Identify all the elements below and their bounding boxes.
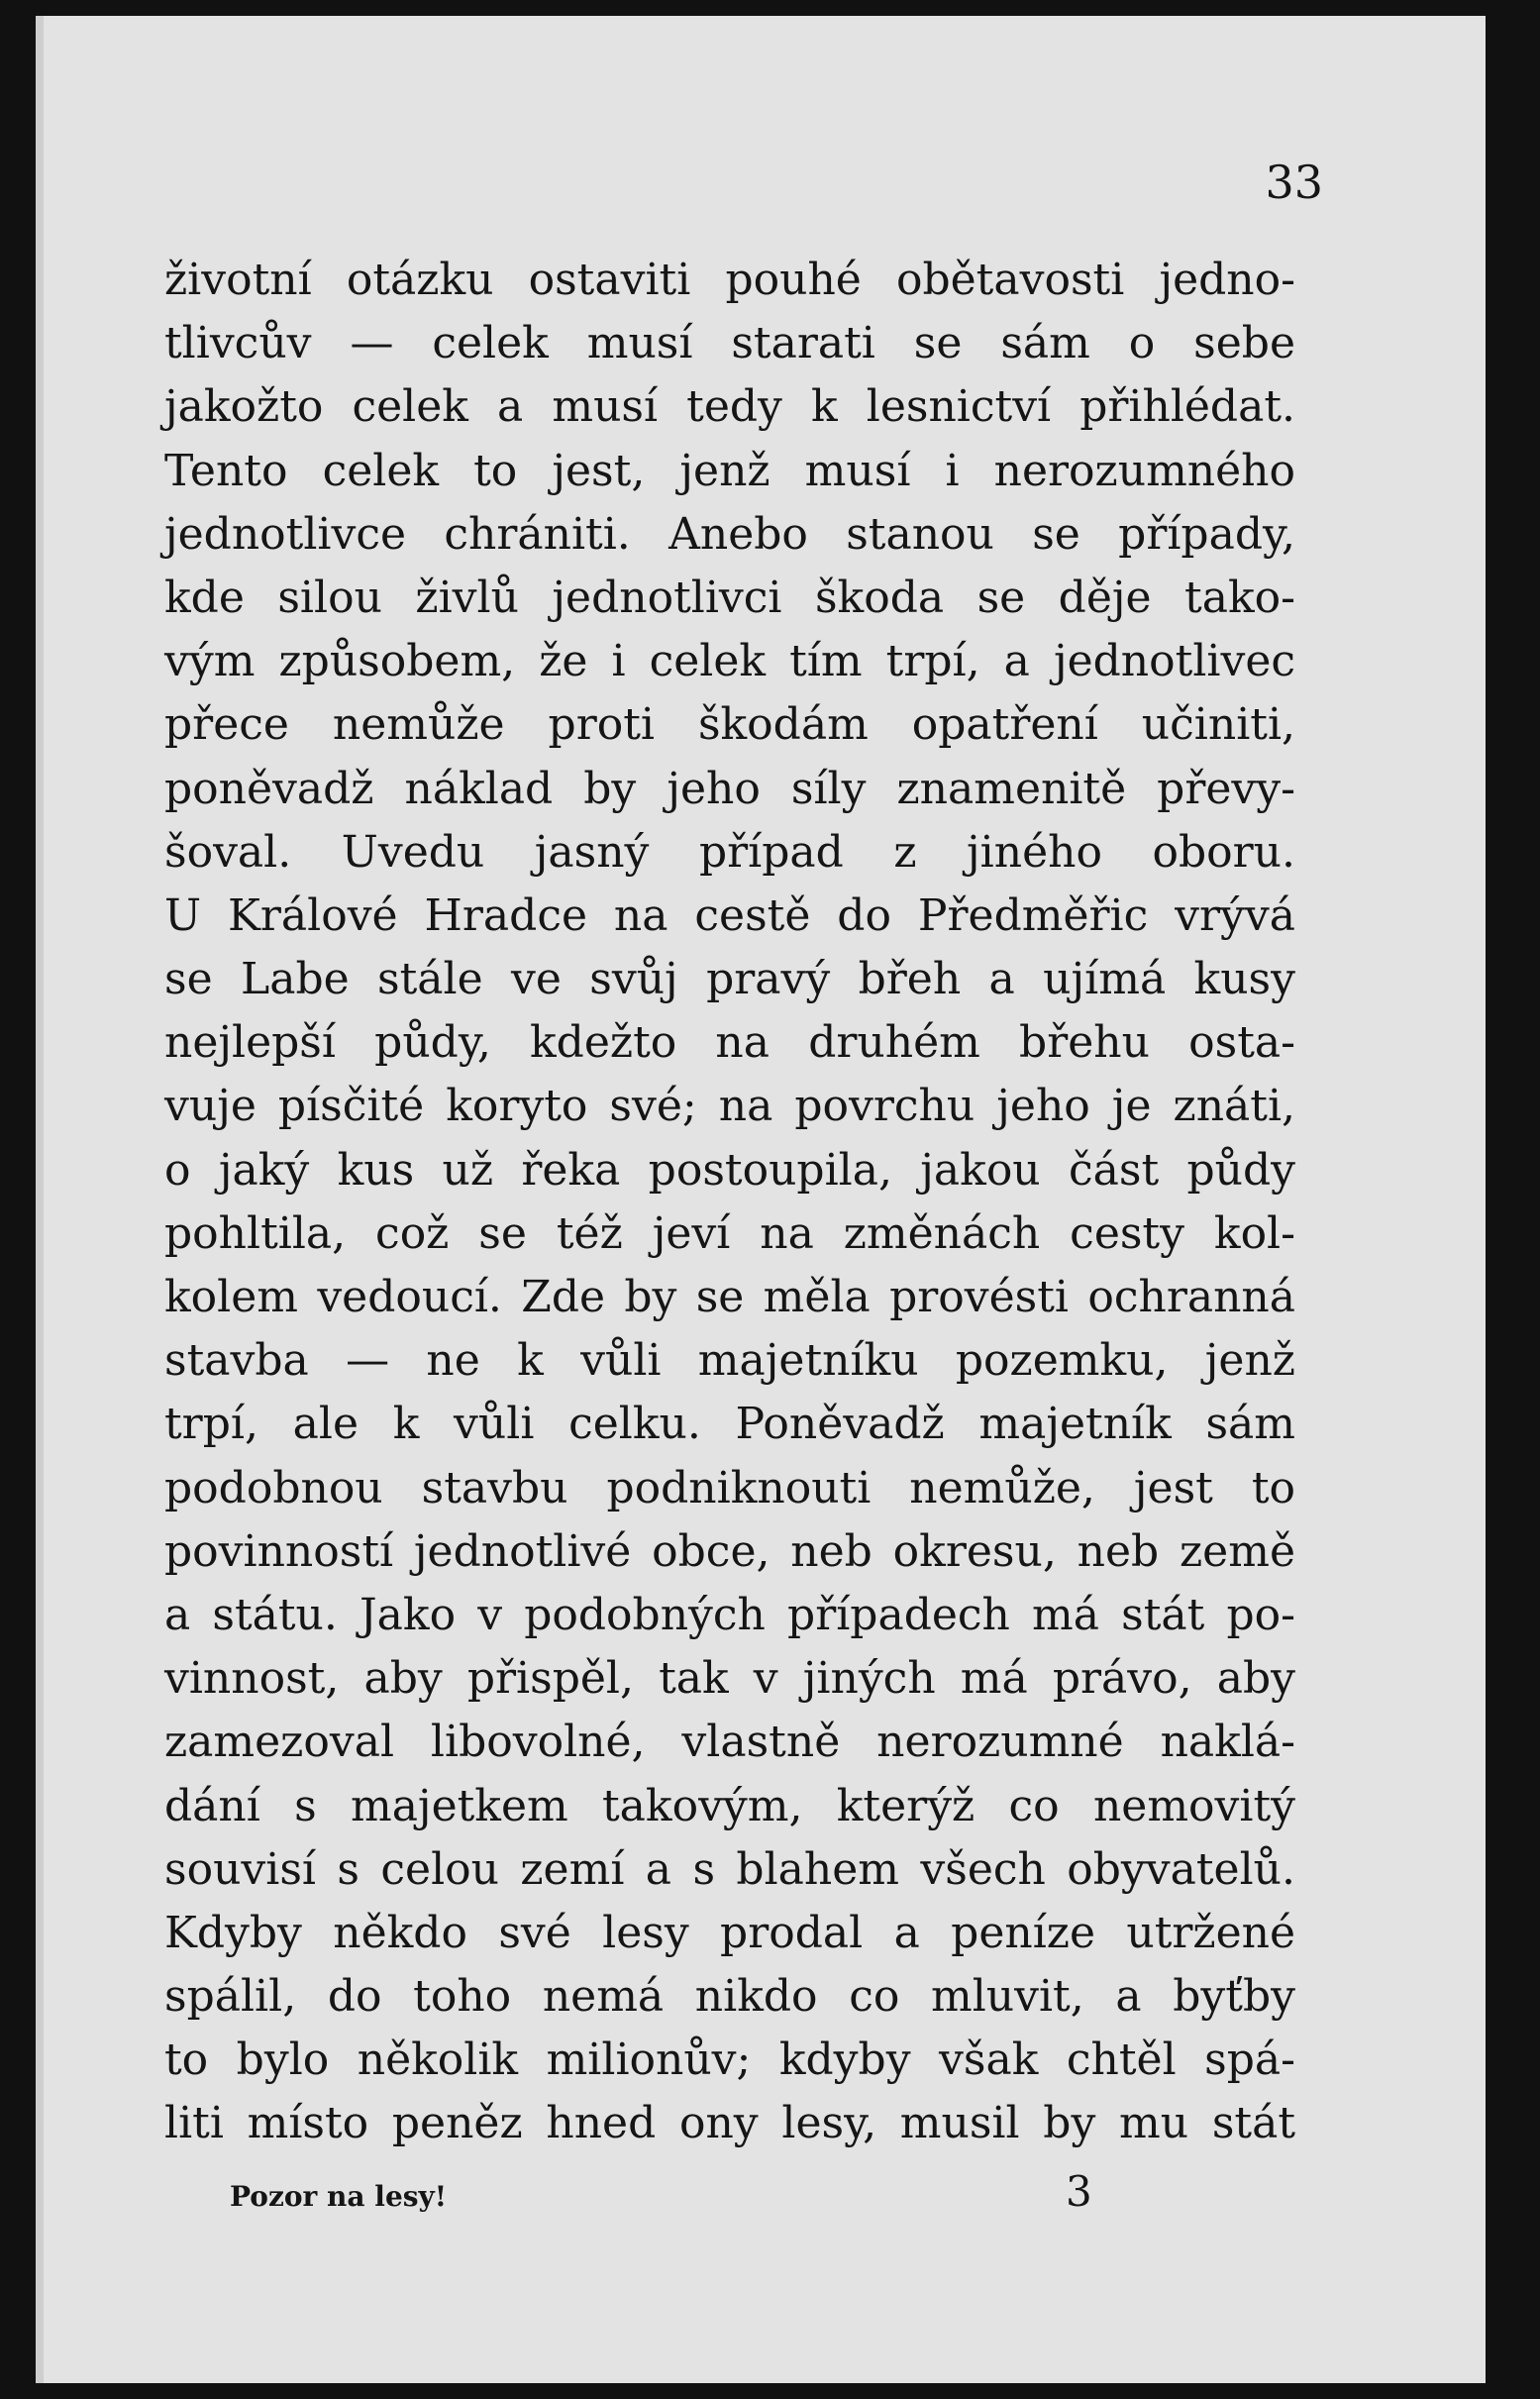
text-line: životní otázku ostaviti pouhé obětavosti jedno- <box>164 255 1295 305</box>
text-line: stavba — ne k vůli majetníku pozemku, jenž <box>164 1335 1295 1387</box>
footer-title: Pozor na lesy! <box>230 2180 448 2213</box>
text-line: vým způsobem, že i celek tím trpí, a jednotlivec <box>164 636 1295 687</box>
text-line: šoval. Uvedu jasný případ z jiného oboru. <box>164 826 1295 878</box>
text-line: tlivcův — celek musí starati se sám o sebe <box>164 318 1295 369</box>
text-line: dání s majetkem takovým, kterýž co nemovitý <box>164 1780 1295 1831</box>
text-line: Tento celek to jest, jenž musí i nerozumného <box>164 445 1295 496</box>
text-line: kolem vedoucí. Zde by se měla provésti ochranná <box>164 1272 1295 1322</box>
signature-mark: 3 <box>1066 2167 1092 2216</box>
text-line: souvisí s celou zemí a s blahem všech obyvatelů. <box>164 1843 1295 1895</box>
text-line: trpí, ale k vůli celku. Poněvadž majetník sám <box>164 1399 1295 1450</box>
text-line: kde silou živlů jednotlivci škoda se děje tako- <box>164 572 1295 623</box>
text-line: vinnost, aby přispěl, tak v jiných má právo, aby <box>164 1653 1295 1705</box>
text-line: jakožto celek a musí tedy k lesnictví přihlédat. <box>164 381 1295 433</box>
body-text <box>164 249 1295 2156</box>
text-line: o jaký kus už řeka postoupila, jakou část půdy <box>164 1144 1295 1196</box>
text-line: poněvadž náklad by jeho síly znamenitě převy- <box>164 763 1295 814</box>
text-line: U Králové Hradce na cestě do Předměřic vrývá <box>164 889 1295 941</box>
text-line: nejlepší půdy, kdežto na druhém břehu osta- <box>164 1017 1295 1069</box>
text-line: liti místo peněz hned ony lesy, musil by mu stát <box>164 2098 1295 2149</box>
text-line: přece nemůže proti škodám opatření učiniti, <box>164 699 1295 751</box>
text-line: a státu. Jako v podobných případech má stát po- <box>164 1589 1295 1640</box>
text-line: pohltila, což se též jeví na změnách cesty kol- <box>164 1207 1295 1259</box>
book-page <box>36 16 1486 2383</box>
text-line: to bylo několik milionův; kdyby však chtěl spá- <box>164 2034 1295 2086</box>
text-line: povinností jednotlivé obce, neb okresu, neb země <box>164 1525 1295 1577</box>
text-line: podobnou stavbu podniknouti nemůže, jest to <box>164 1462 1295 1513</box>
text-line: vuje písčité koryto své; na povrchu jeho je znáti, <box>164 1081 1295 1132</box>
text-line: se Labe stále ve svůj pravý břeh a ujímá kusy <box>164 954 1295 1005</box>
page-edge <box>36 16 44 2383</box>
page-number: 33 <box>1265 156 1323 209</box>
text-line: zamezoval libovolné, vlastně nerozumné naklá- <box>164 1717 1295 1768</box>
text-line: jednotlivce chrániti. Anebo stanou se případy, <box>164 508 1295 560</box>
text-line: Kdyby někdo své lesy prodal a peníze utržené <box>164 1907 1295 1958</box>
text-line: spálil, do toho nemá nikdo co mluvit, a byťby <box>164 1971 1295 2023</box>
